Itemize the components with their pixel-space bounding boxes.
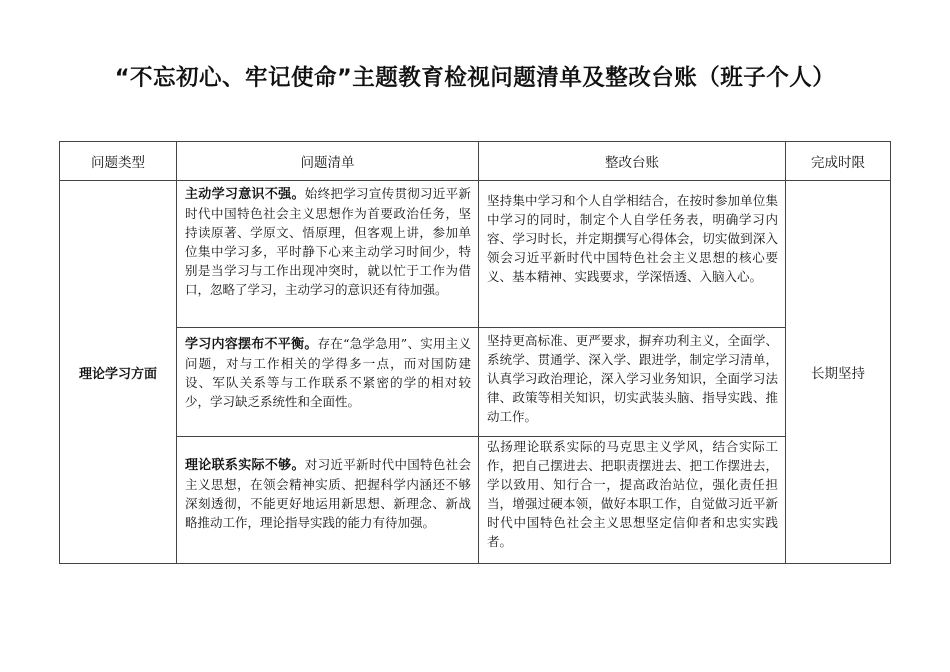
problem-type-cell: 理论学习方面 bbox=[60, 181, 177, 564]
table-row bbox=[60, 181, 891, 328]
table-header-row bbox=[60, 142, 891, 181]
problem-cell bbox=[177, 181, 479, 328]
problem-text: 存在“急学急用”、实用主义问题，对与工作相关的学得多一点，而对国防建设、军队关系等与工作联系不紧密的学的相对较少，学习缺乏系统性和全面性。 bbox=[185, 336, 471, 409]
table-row bbox=[60, 328, 891, 437]
header-problem-list: 问题清单 bbox=[177, 142, 479, 181]
problem-title: 学习内容摆布不平衡。 bbox=[185, 337, 318, 352]
problem-title: 主动学习意识不强。 bbox=[185, 187, 305, 202]
rectification-text: 坚持集中学习和个人自学相结合，在按时参加单位集中学习的同时，制定个人自学任务表，明确学习内容、学习时长，并定期撰写心得体会，切实做到深入领会习近平新时代中国特色社会主义思想的核心要义、基本精神、实践要求，学深悟透、入脑入心。 bbox=[487, 193, 778, 284]
problem-cell bbox=[177, 328, 479, 437]
rectification-cell bbox=[479, 181, 786, 328]
rectification-text: 坚持更高标准、更严要求，摒弃功利主义，全面学、系统学、贯通学、深入学、跟进学，制定学习清单，认真学习政治理论，深入学习业务知识，全面学习法律、政策等相关知识，切实武装头脑、指导实践、推动工作。 bbox=[487, 333, 778, 424]
header-problem-type: 问题类型 bbox=[60, 142, 177, 181]
rectification-text: 弘扬理论联系实际的马克思主义学风，结合实际工作，把自己摆进去、把职责摆进去、把工作摆进去，学以致用、知行合一，提高政治站位，强化责任担当，增强过硬本领，做好本职工作，自觉做习近平新时代中国特色社会主义思想坚定信仰者和忠实实践者。 bbox=[487, 439, 778, 549]
rectification-cell bbox=[479, 437, 786, 564]
problem-cell bbox=[177, 437, 479, 564]
table-row bbox=[60, 437, 891, 564]
document-title: “不忘初心、牢记使命”主题教育检视问题清单及整改台账（班子个人） bbox=[114, 65, 836, 91]
header-rectification-ledger: 整改台账 bbox=[479, 142, 786, 181]
problem-title: 理论联系实际不够。 bbox=[185, 458, 305, 473]
problem-text: 始终把学习宣传贯彻习近平新时代中国特色社会主义思想作为首要政治任务，坚持读原著、学原文、悟原理，但客观上讲，参加单位集中学习多，平时静下心来主动学习时间少，特别是当学习与工作出现冲突时，就以忙于工作为借口，忽略了学习，主动学习的意识还有待加强。 bbox=[185, 186, 471, 297]
rectification-table bbox=[59, 141, 891, 564]
problem-text: 对习近平新时代中国特色社会主义思想，在领会精神实质、把握科学内涵还不够深刻透彻，不能更好地运用新思想、新理念、新战略推动工作，理论指导实践的能力有待加强。 bbox=[185, 457, 471, 530]
rectification-cell bbox=[479, 328, 786, 437]
deadline-cell: 长期坚持 bbox=[786, 181, 891, 564]
header-deadline: 完成时限 bbox=[786, 142, 891, 181]
